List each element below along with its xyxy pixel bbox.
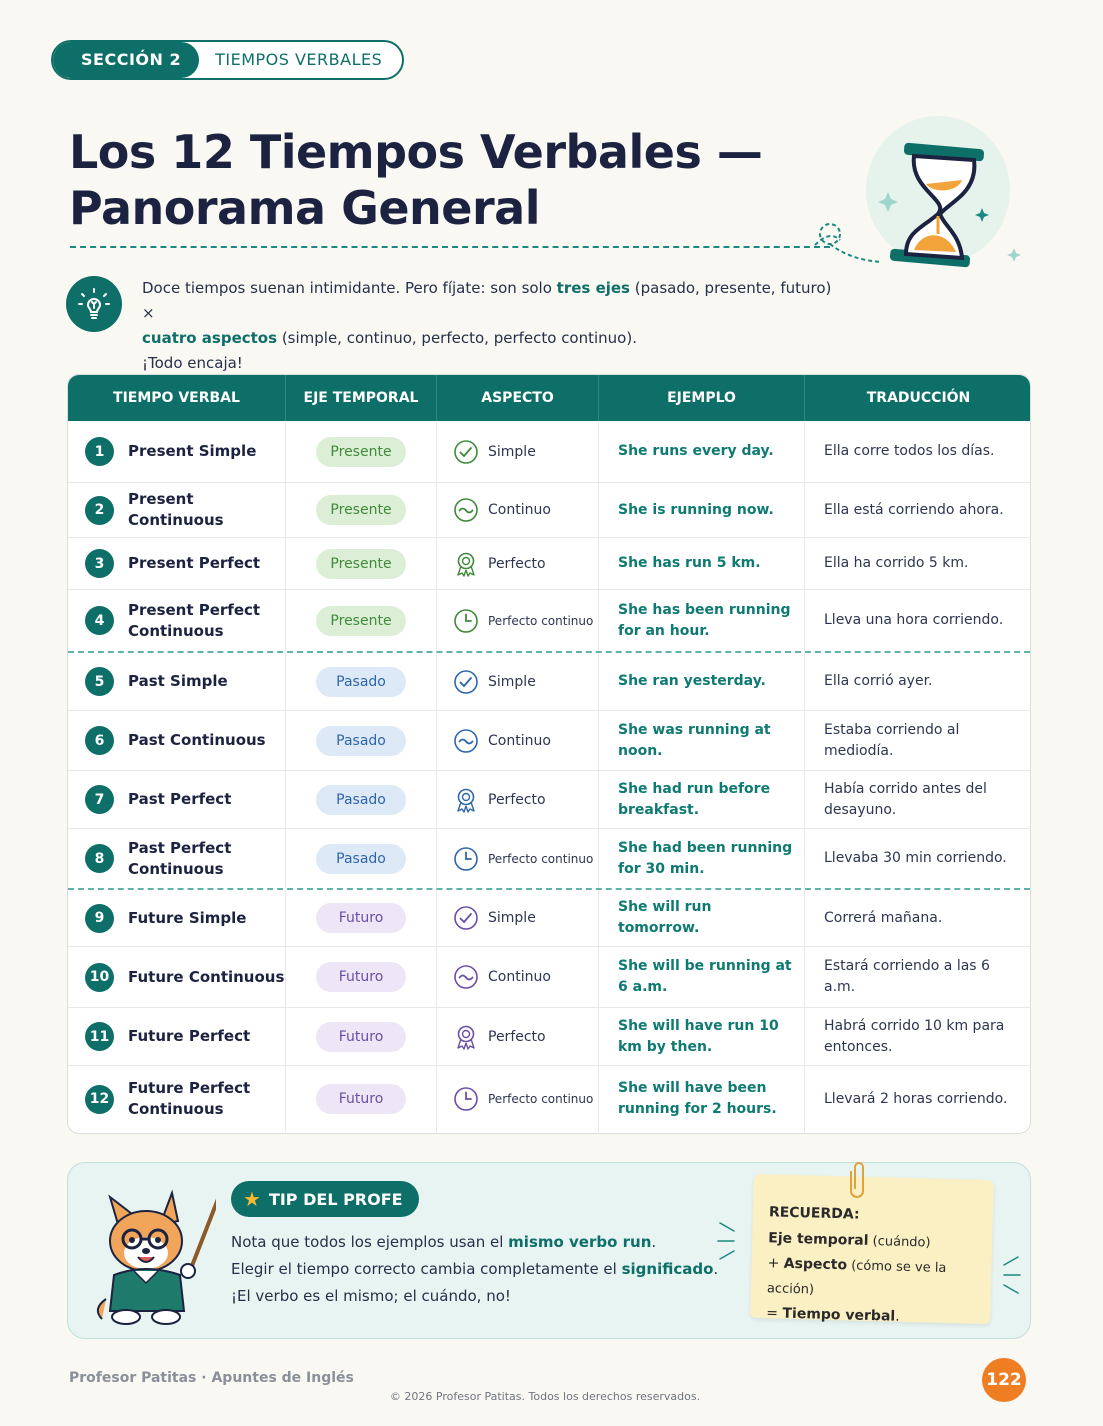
row-number-badge: 12: [85, 1085, 114, 1114]
translation-text: Ella está corriendo ahora.: [824, 501, 1004, 518]
page-number: 122: [982, 1358, 1026, 1402]
page-title-line-1: Los 12 Tiempos Verbales —: [69, 125, 763, 179]
footer-copyright: © 2026 Profesor Patitas. Todos los derechos reservados.: [389, 1390, 701, 1403]
axis-cell: [286, 1066, 437, 1132]
tip-highlight-verb: mismo verbo run: [508, 1233, 652, 1251]
example-cell: [599, 829, 805, 888]
award-icon: [453, 787, 479, 813]
tense-cell: [68, 538, 286, 589]
aspect-cell: [437, 653, 599, 710]
aspect-label: Perfecto: [488, 1028, 546, 1045]
tense-name: Present Continuous: [128, 490, 224, 529]
intro-highlight-cuatro-aspectos: cuatro aspectos: [142, 329, 278, 347]
translation-cell: [805, 1008, 1031, 1065]
example-cell: [599, 590, 805, 651]
aspect-cell: [437, 590, 599, 651]
tense-cell: [68, 1066, 286, 1132]
example-cell: [599, 890, 805, 946]
clock-icon: [453, 1086, 479, 1112]
axis-cell: [286, 771, 437, 828]
note-aspecto-hint: (cómo se ve la acción): [766, 1258, 947, 1298]
tip-box: [67, 1162, 1031, 1339]
table-row: [68, 421, 1030, 483]
translation-text: Habrá corrido 10 km para entonces.: [824, 1017, 1005, 1055]
row-number-badge: 7: [85, 785, 114, 814]
axis-pill-pasado: Pasado: [316, 667, 406, 697]
translation-cell: [805, 890, 1031, 946]
aspect-cell: [437, 1008, 599, 1065]
translation-cell: [805, 421, 1031, 482]
tense-name: Past Continuous: [128, 731, 266, 749]
table-row: [68, 890, 1030, 947]
tense-cell: [68, 483, 286, 537]
note-line-2: [767, 1251, 992, 1307]
table-row: [68, 1066, 1030, 1132]
example-text: She will run tomorrow.: [618, 899, 712, 936]
note-aspecto: Aspecto: [783, 1255, 848, 1274]
tip-line-1: Nota que todos los ejemplos usan el: [231, 1233, 509, 1251]
translation-text: Correrá mañana.: [824, 909, 943, 926]
example-text: She will be running at 6 a.m.: [618, 958, 792, 995]
example-cell: [599, 1066, 805, 1132]
aspect-label: Continuo: [488, 732, 551, 749]
corgi-teacher-mascot: [86, 1179, 216, 1329]
intro-text-4: ¡Todo encaja!: [142, 354, 243, 372]
check-circle-icon: [453, 669, 479, 695]
translation-text: Ella corre todos los días.: [824, 443, 995, 459]
example-cell: [599, 483, 805, 537]
example-text: She runs every day.: [618, 443, 774, 459]
aspect-label: Perfecto continuo: [488, 613, 594, 628]
aspect-label: Continuo: [488, 969, 551, 985]
tense-cell: [68, 829, 286, 888]
translation-text: Ella ha corrido 5 km.: [824, 555, 969, 571]
reminder-note: [750, 1174, 994, 1324]
axis-pill-presente: Presente: [316, 437, 406, 467]
tense-cell: [68, 653, 286, 710]
aspect-label: Simple: [488, 443, 536, 460]
page-title: [69, 124, 789, 236]
aspect-cell: [437, 947, 599, 1007]
example-text: She will have been running for 2 hours.: [618, 1080, 777, 1117]
table-row: [68, 711, 1030, 771]
translation-cell: [805, 590, 1031, 651]
tense-name: Future Perfect Continuous: [128, 1079, 251, 1118]
clock-icon: [453, 608, 479, 634]
footer-brand: Profesor Patitas · Apuntes de Inglés: [69, 1370, 354, 1386]
tip-label: [231, 1181, 419, 1217]
example-text: She will have run 10 km by then.: [618, 1017, 779, 1055]
example-cell: [599, 653, 805, 710]
award-icon: [453, 551, 479, 577]
table-row: [68, 1008, 1030, 1066]
wave-circle-icon: [453, 964, 479, 990]
award-icon: [453, 1024, 479, 1050]
axis-cell: [286, 1008, 437, 1065]
row-number-badge: 1: [85, 437, 114, 466]
section-name: TIEMPOS VERBALES: [215, 50, 383, 69]
header-aspecto: ASPECTO: [437, 375, 599, 421]
header-eje-temporal: EJE TEMPORAL: [286, 375, 437, 421]
tip-highlight-meaning: significado: [621, 1260, 714, 1278]
row-number-badge: 3: [85, 549, 114, 578]
aspect-label: Perfecto: [488, 791, 546, 808]
example-text: She is running now.: [618, 501, 774, 518]
aspect-label: Continuo: [488, 502, 551, 518]
note-tiempo-verbal: Tiempo verbal: [782, 1305, 896, 1325]
aspect-cell: [437, 829, 599, 888]
row-number-badge: 2: [85, 496, 114, 525]
aspect-label: Perfecto continuo: [488, 851, 594, 866]
table-row: [68, 538, 1030, 590]
tense-cell: [68, 947, 286, 1007]
row-number-badge: 4: [85, 606, 114, 635]
translation-text: Llevará 2 horas corriendo.: [824, 1090, 1008, 1107]
translation-text: Estaba corriendo al mediodía.: [824, 721, 960, 759]
axis-pill-presente: Presente: [316, 549, 406, 579]
translation-cell: [805, 947, 1031, 1007]
example-text: She had run before breakfast.: [618, 780, 771, 818]
aspect-cell: [437, 538, 599, 589]
note-line-3: [766, 1301, 991, 1331]
tense-cell: [68, 421, 286, 482]
tense-name: Future Continuous: [128, 967, 285, 986]
translation-cell: [805, 483, 1031, 537]
axis-pill-pasado: Pasado: [316, 844, 406, 874]
aspect-cell: [437, 1066, 599, 1132]
axis-pill-futuro: Futuro: [316, 903, 406, 933]
translation-cell: [805, 653, 1031, 710]
check-circle-icon: [453, 905, 479, 931]
tense-cell: [68, 1008, 286, 1065]
note-eje-temporal: Eje temporal: [768, 1230, 869, 1249]
aspect-cell: [437, 421, 599, 482]
table-row: [68, 483, 1030, 538]
note-period: .: [894, 1308, 900, 1325]
row-number-badge: 6: [85, 726, 114, 755]
table-row: [68, 653, 1030, 711]
example-cell: [599, 1008, 805, 1065]
table-row: [68, 771, 1030, 829]
example-cell: [599, 771, 805, 828]
header-ejemplo: EJEMPLO: [599, 375, 805, 421]
example-text: She has been running for an hour.: [618, 601, 791, 639]
axis-cell: [286, 890, 437, 946]
axis-cell: [286, 483, 437, 537]
axis-pill-futuro: Futuro: [316, 1022, 406, 1052]
tip-line-2-end: .: [713, 1260, 719, 1278]
intro-text-3: (simple, continuo, perfecto, perfecto continuo).: [277, 329, 637, 347]
axis-cell: [286, 653, 437, 710]
tenses-table: [67, 374, 1031, 1134]
header-traduccion: TRADUCCIÓN: [866, 390, 971, 406]
axis-cell: [286, 711, 437, 770]
intro-text-2: (pasado, presente, futuro) ×: [142, 279, 832, 322]
tip-text: [231, 1229, 731, 1310]
aspect-cell: [437, 890, 599, 946]
star-icon: ★: [243, 1187, 261, 1211]
row-number-badge: 5: [85, 667, 114, 696]
example-text: She has run 5 km.: [618, 555, 761, 571]
tense-cell: [68, 771, 286, 828]
translation-text: Estará corriendo a las 6 a.m.: [824, 958, 990, 995]
note-title: RECUERDA:: [768, 1204, 860, 1223]
translation-cell: [805, 1066, 1031, 1132]
paperclip-icon: [850, 1159, 866, 1201]
section-pill: [51, 40, 404, 80]
aspect-cell: [437, 483, 599, 537]
table-body: [68, 421, 1030, 1132]
example-text: She was running at noon.: [618, 721, 771, 759]
sparkle-lines-icon: [1000, 1253, 1024, 1299]
axis-cell: [286, 538, 437, 589]
row-number-badge: 10: [85, 963, 114, 992]
tip-line-1-end: .: [651, 1233, 657, 1251]
tense-name: Future Simple: [128, 908, 247, 927]
translation-text: Lleva una hora corriendo.: [824, 612, 1004, 628]
tense-name: Past Perfect: [128, 790, 232, 808]
example-text: She ran yesterday.: [618, 673, 766, 689]
clock-icon: [453, 846, 479, 872]
hourglass-icon: [810, 110, 1040, 280]
note-eje-hint: (cuándo): [868, 1233, 931, 1251]
intro-highlight-tres-ejes: tres ejes: [556, 279, 630, 297]
note-plus: +: [767, 1255, 784, 1272]
tense-cell: [68, 590, 286, 651]
axis-pill-pasado: Pasado: [316, 726, 406, 756]
aspect-cell: [437, 771, 599, 828]
note-equals: =: [766, 1305, 783, 1322]
section-number: SECCIÓN 2: [53, 42, 199, 78]
table-row: [68, 829, 1030, 890]
intro-text-1: Doce tiempos suenan intimidante. Pero fíjate: son solo: [142, 279, 557, 297]
aspect-label: Perfecto: [488, 555, 546, 572]
tip-line-3: ¡El verbo es el mismo; el cuándo, no!: [231, 1287, 511, 1305]
tense-name: Present Perfect Continuous: [128, 600, 261, 640]
translation-cell: [805, 829, 1031, 888]
example-cell: [599, 538, 805, 589]
axis-pill-presente: Presente: [316, 606, 406, 636]
sparkle-lines-icon: [716, 1219, 740, 1265]
tense-name: Past Simple: [128, 672, 228, 690]
page-title-line-2: Panorama General: [69, 181, 540, 235]
title-divider: [70, 246, 830, 248]
example-text: She had been running for 30 min.: [618, 839, 793, 877]
table-header: [68, 375, 1030, 421]
table-row: [68, 947, 1030, 1008]
example-cell: [599, 711, 805, 770]
axis-pill-futuro: Futuro: [316, 962, 406, 992]
axis-pill-futuro: Futuro: [316, 1084, 406, 1114]
axis-pill-presente: Presente: [316, 495, 406, 525]
translation-text: Había corrido antes del desayuno.: [824, 780, 987, 818]
tense-name: Present Perfect: [128, 554, 261, 572]
check-circle-icon: [453, 439, 479, 465]
translation-text: Llevaba 30 min corriendo.: [824, 850, 1007, 866]
wave-circle-icon: [453, 497, 479, 523]
row-number-badge: 8: [85, 844, 114, 873]
aspect-label: Perfecto continuo: [488, 1092, 594, 1106]
translation-cell: [805, 771, 1031, 828]
aspect-label: Simple: [488, 673, 536, 690]
tense-name: Future Perfect: [128, 1027, 251, 1045]
tense-cell: [68, 890, 286, 946]
axis-cell: [286, 947, 437, 1007]
header-tiempo-verbal: TIEMPO VERBAL: [68, 375, 286, 421]
lightbulb-icon: [66, 276, 122, 332]
tip-label-text: TIP DEL PROFE: [268, 1189, 403, 1209]
intro-paragraph: [142, 276, 842, 376]
axis-cell: [286, 421, 437, 482]
translation-cell: [805, 538, 1031, 589]
example-cell: [599, 421, 805, 482]
translation-text: Ella corrió ayer.: [824, 673, 933, 689]
axis-cell: [286, 829, 437, 888]
row-number-badge: 11: [85, 1022, 114, 1051]
translation-cell: [805, 711, 1031, 770]
tense-name: Past Perfect Continuous: [128, 838, 232, 878]
example-cell: [599, 947, 805, 1007]
aspect-label: Simple: [488, 910, 536, 926]
row-number-badge: 9: [85, 904, 114, 933]
tense-cell: [68, 711, 286, 770]
wave-circle-icon: [453, 728, 479, 754]
axis-pill-pasado: Pasado: [316, 785, 406, 815]
tip-line-2: Elegir el tiempo correcto cambia completamente el: [231, 1260, 622, 1278]
table-row: [68, 590, 1030, 653]
aspect-cell: [437, 711, 599, 770]
axis-cell: [286, 590, 437, 651]
tense-name: Present Simple: [128, 442, 257, 460]
